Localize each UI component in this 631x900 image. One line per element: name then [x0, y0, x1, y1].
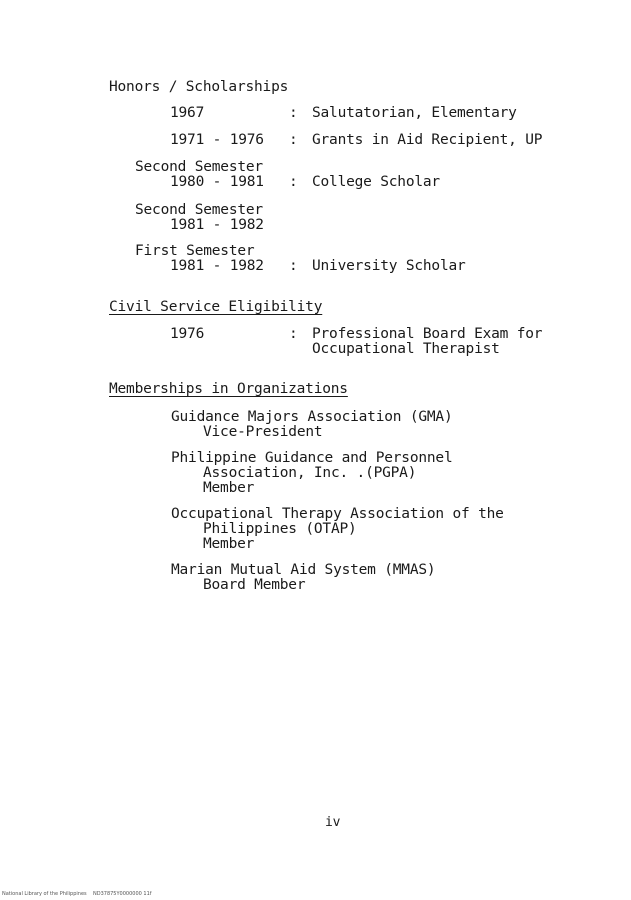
honors-year: 1971 - 1976	[170, 132, 264, 148]
org-name: Philippines (OTAP)	[203, 521, 357, 537]
honors-year: 1981 - 1982	[170, 217, 264, 233]
honors-desc: Grants in Aid Recipient, UP	[312, 132, 543, 148]
honors-desc: Salutatorian, Elementary	[312, 105, 517, 121]
honors-desc: College Scholar	[312, 174, 440, 190]
civil-service-heading: Civil Service Eligibility	[109, 299, 323, 315]
honors-year: 1980 - 1981	[170, 174, 264, 190]
honors-colon: :	[289, 132, 298, 148]
honors-semester: Second Semester	[135, 202, 263, 218]
org-role: Member	[203, 536, 255, 552]
civil-service-desc: Professional Board Exam for	[312, 326, 543, 342]
civil-service-desc: Occupational Therapist	[312, 341, 500, 357]
org-name: Marian Mutual Aid System (MMAS)	[171, 562, 436, 578]
honors-semester: First Semester	[135, 243, 255, 259]
org-name: Guidance Majors Association (GMA)	[171, 409, 453, 425]
page-number: iv	[325, 815, 341, 830]
civil-service-colon: :	[289, 326, 298, 342]
honors-colon: :	[289, 258, 298, 274]
honors-heading: Honors / Scholarships	[109, 79, 289, 95]
honors-colon: :	[289, 105, 298, 121]
org-role: Board Member	[203, 577, 306, 593]
org-role: Vice-President	[203, 424, 323, 440]
honors-semester: Second Semester	[135, 159, 263, 175]
org-role: Member	[203, 480, 255, 496]
org-name: Association, Inc. .(PGPA)	[203, 465, 417, 481]
civil-service-year: 1976	[170, 326, 205, 342]
honors-colon: :	[289, 174, 298, 190]
honors-year: 1967	[170, 105, 205, 121]
honors-desc: University Scholar	[312, 258, 466, 274]
org-name: Philippine Guidance and Personnel	[171, 450, 453, 466]
scan-footer: National Library of the Philippines ND37875Y0000000 11f	[2, 891, 152, 897]
honors-year: 1981 - 1982	[170, 258, 264, 274]
org-name: Occupational Therapy Association of the	[171, 506, 504, 522]
memberships-heading: Memberships in Organizations	[109, 381, 348, 397]
